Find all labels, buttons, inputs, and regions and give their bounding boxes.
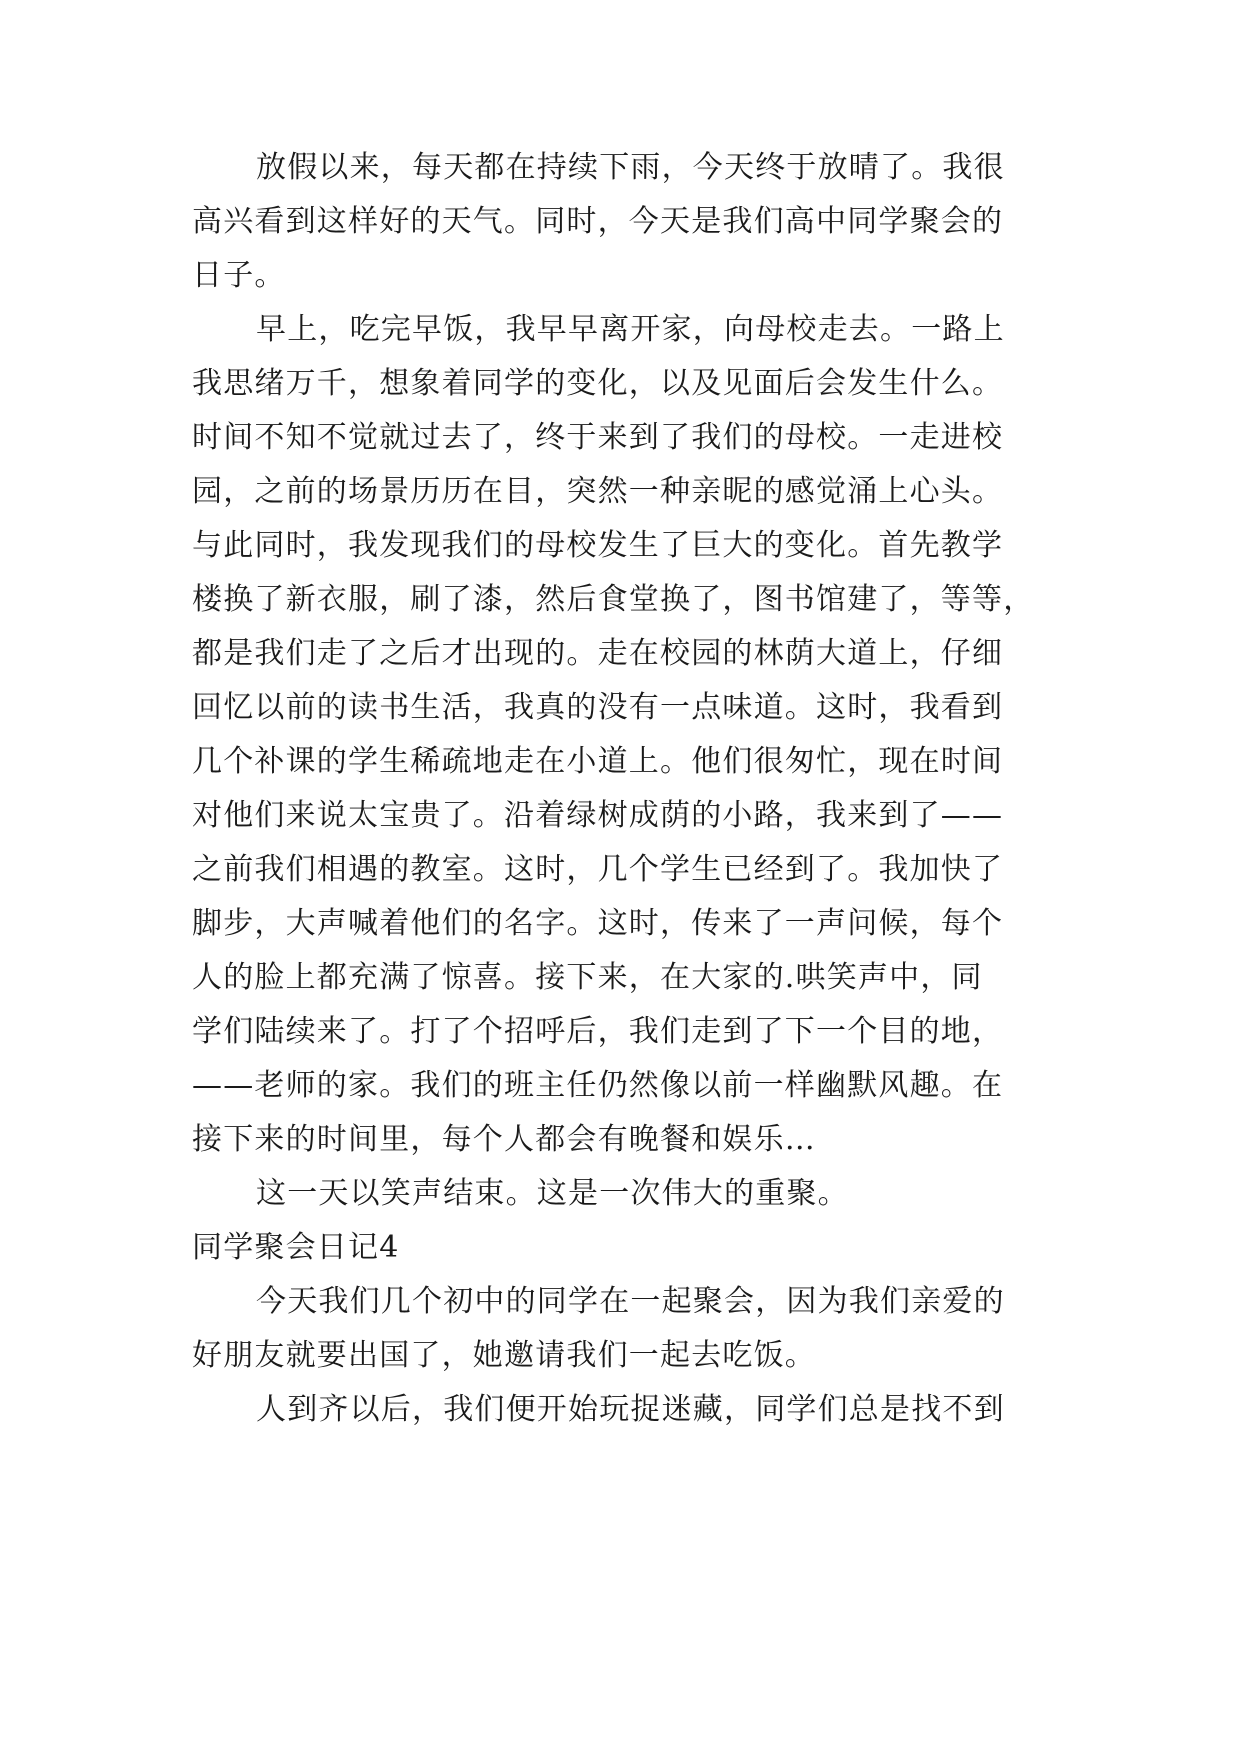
paragraph-line: 我思绪万千，想象着同学的变化，以及见面后会发生什么。	[192, 366, 1004, 401]
paragraph-line: 几个补课的学生稀疏地走在小道上。他们很匆忙，现在时间	[192, 744, 1004, 779]
paragraph-line: 园，之前的场景历历在目，突然一种亲昵的感觉涌上心头。	[192, 474, 1004, 509]
paragraph-line: 日子。	[192, 258, 286, 293]
paragraph-line: 对他们来说太宝贵了。沿着绿树成荫的小路，我来到了——	[192, 798, 1004, 833]
paragraph-line: 与此同时，我发现我们的母校发生了巨大的变化。首先教学	[192, 528, 1004, 563]
paragraph-line: 之前我们相遇的教室。这时，几个学生已经到了。我加快了	[192, 852, 1004, 887]
paragraph-line: 都是我们走了之后才出现的。走在校园的林荫大道上，仔细	[192, 636, 1004, 671]
paragraph-line: 楼换了新衣服，刷了漆，然后食堂换了，图书馆建了，等等，	[192, 582, 1035, 617]
paragraph-line: 学们陆续来了。打了个招呼后，我们走到了下一个目的地，	[192, 1014, 1004, 1049]
paragraph-line: ——老师的家。我们的班主任仍然像以前一样幽默风趣。在	[192, 1068, 1004, 1103]
paragraph-line: 时间不知不觉就过去了，终于来到了我们的母校。一走进校	[192, 420, 1004, 455]
section-heading: 同学聚会日记4	[192, 1230, 400, 1265]
paragraph-line: 人到齐以后，我们便开始玩捉迷藏，同学们总是找不到	[256, 1392, 1005, 1427]
paragraph-line: 好朋友就要出国了，她邀请我们一起去吃饭。	[192, 1338, 816, 1373]
paragraph-line: 这一天以笑声结束。这是一次伟大的重聚。	[256, 1176, 849, 1211]
paragraph-line: 高兴看到这样好的天气。同时，今天是我们高中同学聚会的	[192, 204, 1004, 239]
paragraph-line: 接下来的时间里，每个人都会有晚餐和娱乐…	[192, 1122, 816, 1157]
paragraph-line: 早上，吃完早饭，我早早离开家，向母校走去。一路上	[256, 312, 1005, 347]
paragraph-line: 脚步，大声喊着他们的名字。这时，传来了一声问候，每个	[192, 906, 1004, 941]
paragraph-line: 人的脸上都充满了惊喜。接下来，在大家的.哄笑声中，同	[192, 960, 983, 995]
paragraph-line: 放假以来，每天都在持续下雨，今天终于放晴了。我很	[256, 150, 1005, 185]
paragraph-line: 今天我们几个初中的同学在一起聚会，因为我们亲爱的	[256, 1284, 1005, 1319]
paragraph-line: 回忆以前的读书生活，我真的没有一点味道。这时，我看到	[192, 690, 1004, 725]
